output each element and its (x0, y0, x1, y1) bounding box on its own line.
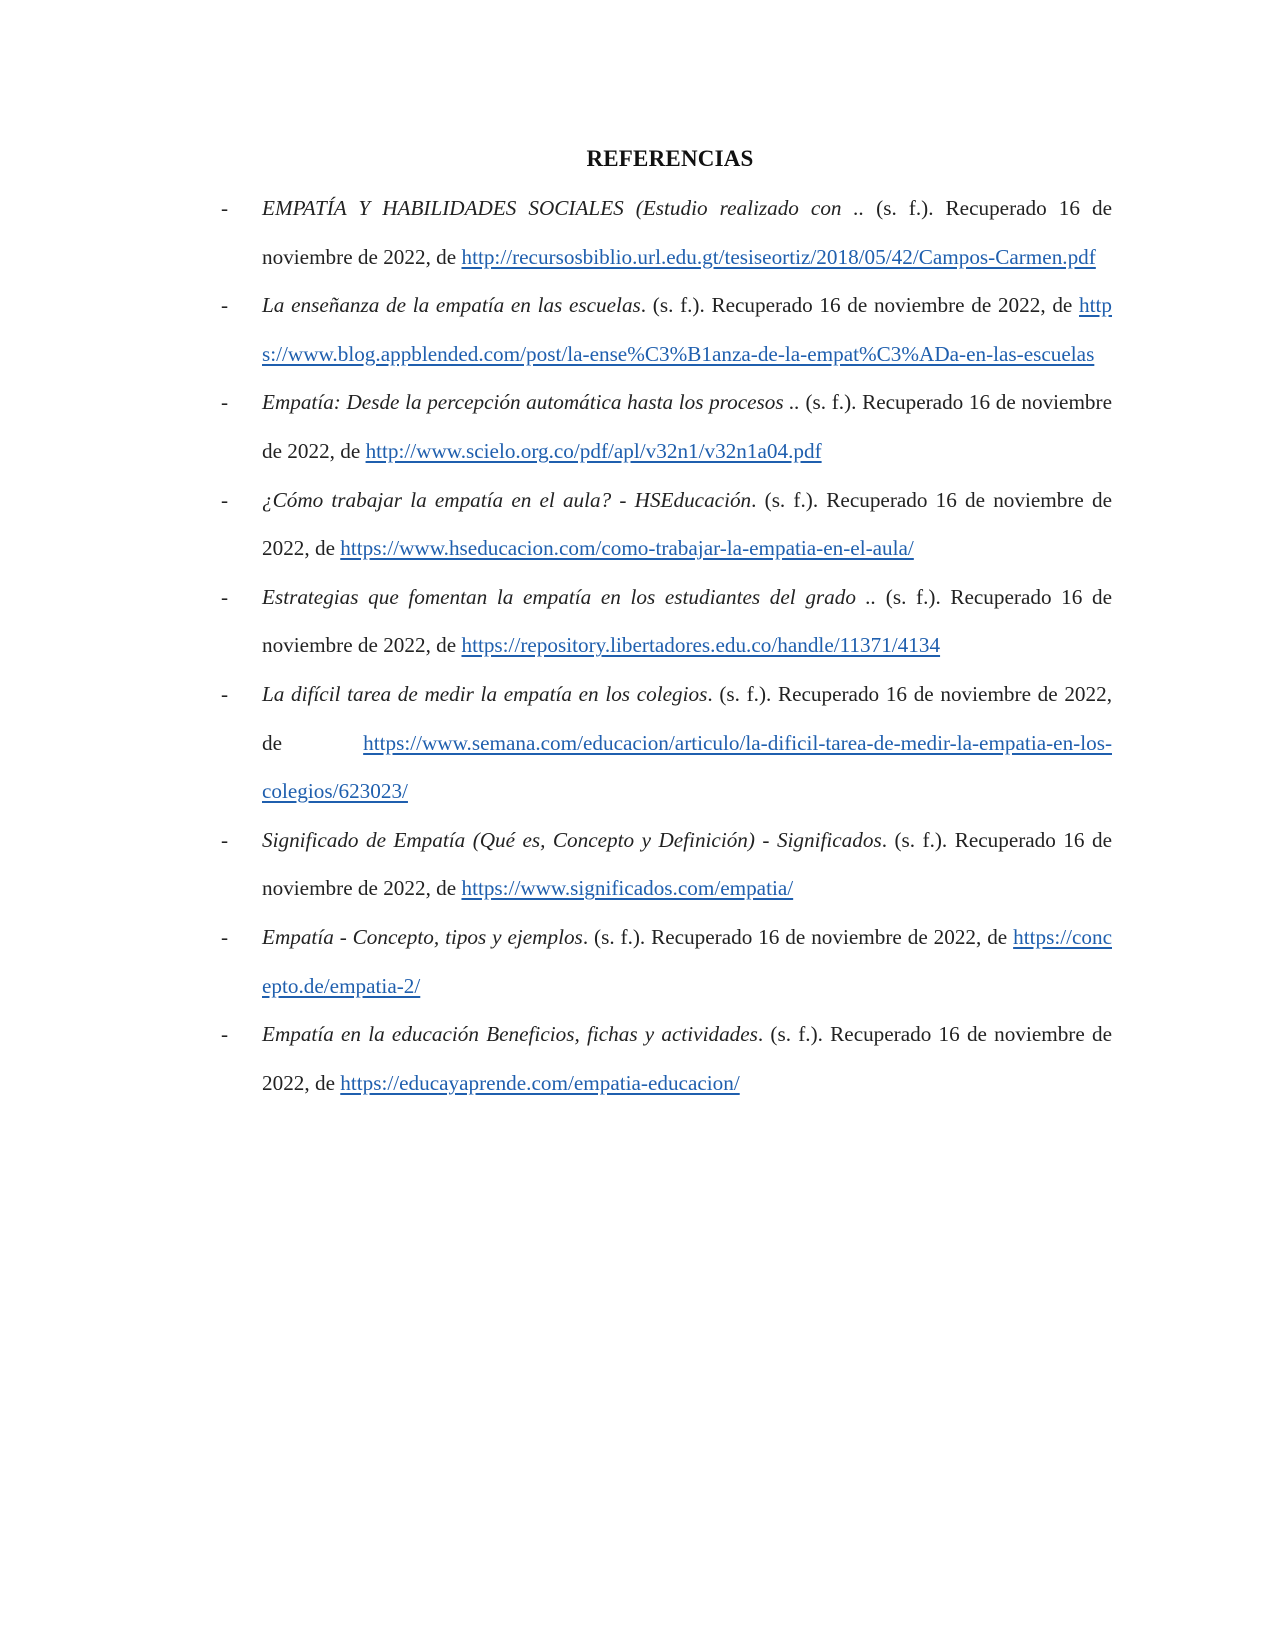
reference-item (218, 184, 1112, 281)
reference-item (218, 476, 1112, 573)
reference-item (218, 1010, 1112, 1107)
list-dash: - (221, 390, 229, 415)
reference-details: (s. f.). Recuperado 16 de noviembre de 2022, de (262, 196, 1112, 269)
reference-list (218, 184, 1112, 1107)
reference-details: . (s. f.). Recuperado 16 de noviembre de 2022, de (262, 827, 1112, 901)
reference-details: . (s. f.). Recuperado 16 de noviembre de 2022, de (262, 487, 1112, 561)
reference-details: . (s. f.). Recuperado 16 de noviembre de 2022, de (262, 1022, 1112, 1095)
reference-item (218, 816, 1112, 913)
reference-title: Empatía: Desde la percepción automática hasta los procesos .. (262, 390, 800, 415)
reference-item (218, 670, 1112, 816)
reference-title: La enseñanza de la empatía en las escuelas (262, 293, 641, 318)
reference-link[interactable]: https://educayaprende.com/empatia-educacion/ (340, 1070, 740, 1095)
reference-item (218, 913, 1112, 1010)
reference-link[interactable]: https://www.semana.com/educacion/articulo/la-dificil-tarea-de-medir-la-empatia-en-los-colegios/623023/ (262, 730, 1112, 804)
reference-title: Empatía - Concepto, tipos y ejemplos (262, 924, 583, 949)
reference-title: Empatía en la educación Beneficios, fichas y actividades (262, 1022, 758, 1047)
reference-link[interactable]: https://repository.libertadores.edu.co/handle/11371/4134 (461, 633, 941, 658)
reference-link[interactable]: https://www.blog.appblended.com/post/la-ense%C3%B1anza-de-la-empat%C3%ADa-en-las-escuelas (262, 293, 1112, 366)
reference-item (218, 281, 1112, 378)
reference-item (218, 378, 1112, 475)
reference-link[interactable]: https://www.hseducacion.com/como-trabajar-la-empatia-en-el-aula/ (340, 536, 914, 561)
reference-title: La difícil tarea de medir la empatía en los colegios (262, 681, 708, 706)
list-dash: - (221, 293, 229, 318)
list-dash: - (221, 681, 229, 706)
list-dash: - (221, 1022, 229, 1047)
list-dash: - (221, 827, 229, 852)
reference-link[interactable]: http://www.scielo.org.co/pdf/apl/v32n1/v32n1a04.pdf (365, 438, 822, 463)
reference-details: . (s. f.). Recuperado 16 de noviembre de 2022, de (640, 293, 1080, 318)
list-dash: - (221, 584, 229, 609)
reference-title: ¿Cómo trabajar la empatía en el aula? - HSEducación (262, 487, 752, 512)
reference-link[interactable]: http://recursosbiblio.url.edu.gt/tesiseortiz/2018/05/42/Campos-Carmen.pdf (461, 244, 1096, 269)
reference-link[interactable]: https://www.significados.com/empatia/ (461, 876, 794, 901)
reference-title: EMPATÍA Y HABILIDADES SOCIALES (Estudio realizado con .. (262, 196, 865, 220)
reference-title: Significado de Empatía (Qué es, Concepto y Definición) - Significados (262, 827, 882, 852)
list-dash: - (221, 487, 229, 512)
reference-item (218, 573, 1112, 670)
reference-link[interactable]: https://concepto.de/empatia-2/ (262, 924, 1112, 998)
reference-details: . (s. f.). Recuperado 16 de noviembre de 2022, de (582, 924, 1014, 949)
reference-details: (s. f.). Recuperado 16 de noviembre de 2022, de (262, 390, 1112, 463)
list-dash: - (221, 924, 229, 949)
list-dash: - (221, 196, 229, 220)
reference-title: Estrategias que fomentan la empatía en los estudiantes del grado .. (262, 584, 877, 609)
page-title: REFERENCIAS (586, 146, 754, 171)
reference-details: (s. f.). Recuperado 16 de noviembre de 2022, de (262, 584, 1112, 658)
reference-details: . (s. f.). Recuperado 16 de noviembre de 2022, de (262, 681, 1112, 755)
